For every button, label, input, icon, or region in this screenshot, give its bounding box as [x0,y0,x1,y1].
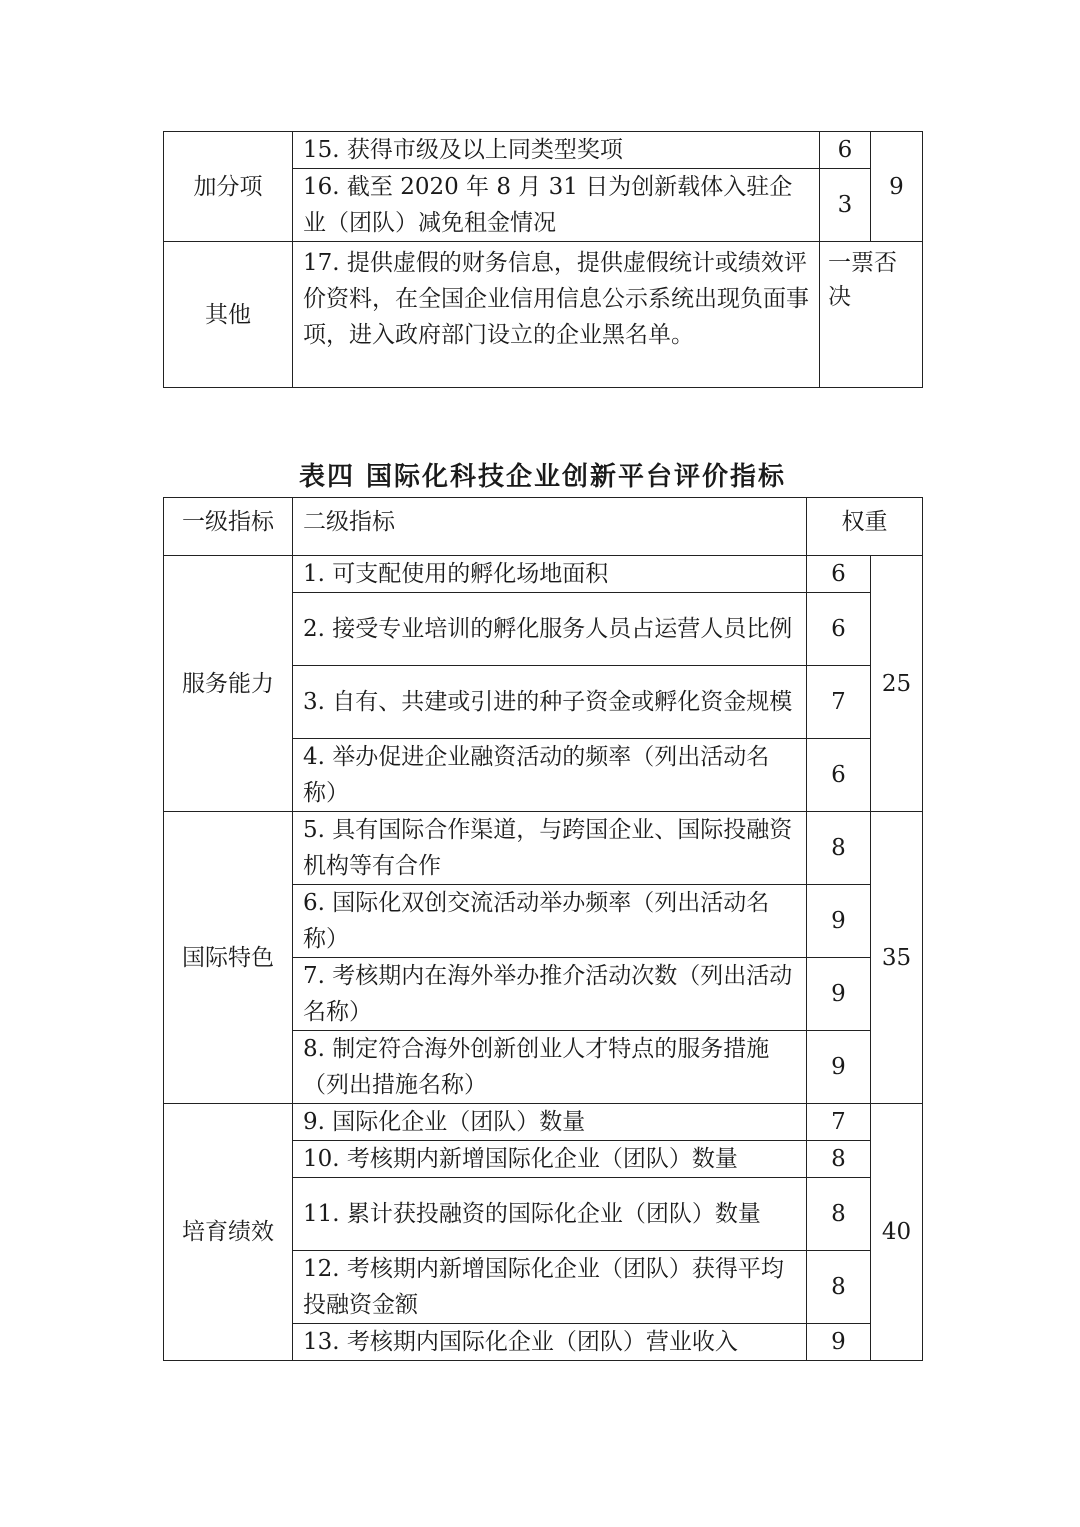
weight-cell: 8 [807,1178,871,1251]
indicator-cell: 13. 考核期内国际化企业（团队）营业收入 [293,1324,807,1361]
header-level2: 二级指标 [293,498,807,556]
indicator-cell: 16. 截至 2020 年 8 月 31 日为创新载体入驻企业（团队）减免租金情况 [293,169,820,242]
category-cell: 培育绩效 [164,1104,293,1361]
weight-cell: 6 [807,739,871,812]
table-row [164,132,923,169]
category-cell: 服务能力 [164,556,293,812]
weight-cell: 8 [807,1141,871,1178]
table-header-row [164,498,923,556]
weight-cell: 6 [820,132,871,169]
indicator-cell: 12. 考核期内新增国际化企业（团队）获得平均投融资金额 [293,1251,807,1324]
header-weight: 权重 [807,498,923,556]
indicator-cell: 2. 接受专业培训的孵化服务人员占运营人员比例 [293,593,807,666]
group-weight-cell: 25 [871,556,923,812]
table-row [164,812,923,885]
header-level1: 一级指标 [164,498,293,556]
group-weight-cell: 9 [871,132,923,242]
weight-cell: 8 [807,1251,871,1324]
weight-cell: 6 [807,556,871,593]
table-row [164,1104,923,1141]
group-weight-cell: 35 [871,812,923,1104]
table-row [164,242,923,388]
indicator-cell: 7. 考核期内在海外举办推介活动次数（列出活动名称） [293,958,807,1031]
category-cell: 国际特色 [164,812,293,1104]
table-title: 表四 国际化科技企业创新平台评价指标 [298,462,787,492]
indicator-cell: 15. 获得市级及以上同类型奖项 [293,132,820,169]
indicator-cell: 8. 制定符合海外创新创业人才特点的服务措施（列出措施名称） [293,1031,807,1104]
veto-cell: 一票否决 [820,242,923,388]
weight-cell: 9 [807,885,871,958]
indicator-cell: 10. 考核期内新增国际化企业（团队）数量 [293,1141,807,1178]
weight-cell: 9 [807,1324,871,1361]
indicator-cell: 9. 国际化企业（团队）数量 [293,1104,807,1141]
group-weight-cell: 40 [871,1104,923,1361]
weight-cell: 7 [807,1104,871,1141]
indicator-cell: 17. 提供虚假的财务信息，提供虚假统计或绩效评价资料，在全国企业信用信息公示系统出现负面事项，进入政府部门设立的企业黑名单。 [293,242,820,388]
weight-cell: 8 [807,812,871,885]
evaluation-table [163,497,923,1361]
weight-cell: 3 [820,169,871,242]
category-cell: 其他 [164,242,293,388]
indicator-cell: 4. 举办促进企业融资活动的频率（列出活动名称） [293,739,807,812]
indicator-cell: 11. 累计获投融资的国际化企业（团队）数量 [293,1178,807,1251]
weight-cell: 9 [807,1031,871,1104]
category-cell: 加分项 [164,132,293,242]
indicator-cell: 3. 自有、共建或引进的种子资金或孵化资金规模 [293,666,807,739]
indicator-cell: 5. 具有国际合作渠道，与跨国企业、国际投融资机构等有合作 [293,812,807,885]
weight-cell: 6 [807,593,871,666]
table-continuation [163,131,923,388]
weight-cell: 7 [807,666,871,739]
indicator-cell: 1. 可支配使用的孵化场地面积 [293,556,807,593]
indicator-cell: 6. 国际化双创交流活动举办频率（列出活动名称） [293,885,807,958]
table-row [164,556,923,593]
weight-cell: 9 [807,958,871,1031]
